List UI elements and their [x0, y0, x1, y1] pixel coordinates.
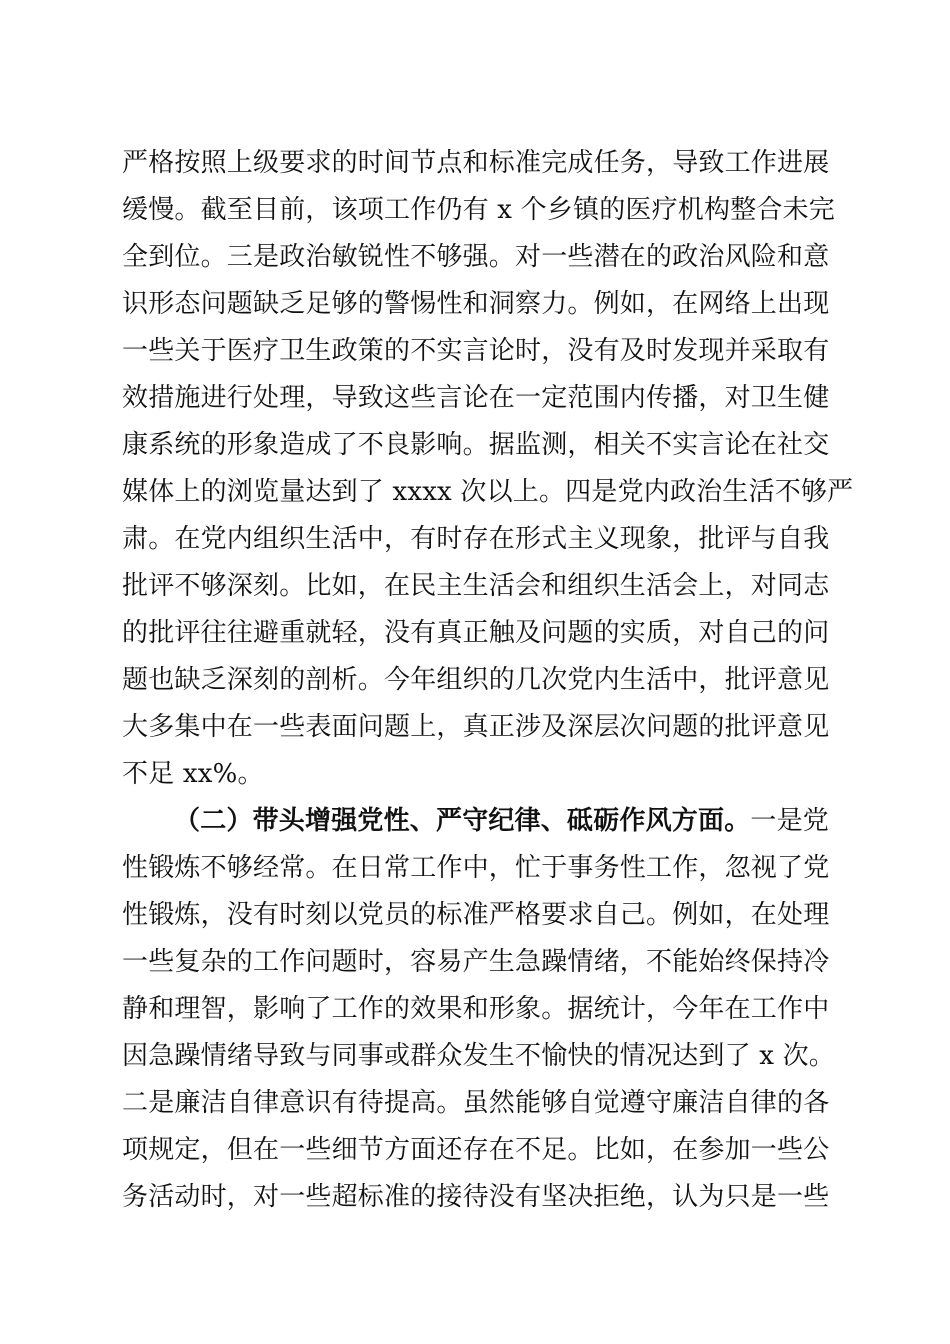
text-line: 严格按照上级要求的时间节点和标准完成任务，导致工作进展 [122, 148, 830, 178]
text-line: 批评不够深刻。比如，在民主生活会和组织生活会上，对同志 [122, 571, 830, 601]
text-line: 肃。在党内组织生活中，有时存在形式主义现象，批评与自我 [122, 524, 830, 554]
text-line: 大多集中在一些表面问题上，真正涉及深层次问题的批评意见 [122, 712, 830, 742]
text-line: 识形态问题缺乏足够的警惕性和洞察力。例如，在网络上出现 [122, 289, 830, 319]
text-line: 康系统的形象造成了不良影响。据监测，相关不实言论在社交 [122, 430, 830, 460]
text-line: 一些关于医疗卫生政策的不实言论时，没有及时发现并采取有 [122, 336, 830, 366]
text-line: 性锻炼不够经常。在日常工作中，忙于事务性工作，忽视了党 [122, 853, 830, 883]
text-line: 效措施进行处理，导致这些言论在一定范围内传播，对卫生健 [122, 383, 830, 413]
text-fragment: 一是党 [750, 806, 830, 836]
text-line: 缓慢。截至目前，该项工作仍有 x 个乡镇的医疗机构整合未完 [122, 195, 835, 225]
text-line: 的批评往往避重就轻，没有真正触及问题的实质，对自己的问 [122, 618, 830, 648]
section-heading: （二）带头增强党性、严守纪律、砥砺作风方面。 [174, 806, 751, 836]
text-line: 项规定，但在一些细节方面还存在不足。比如，在参加一些公 [122, 1135, 830, 1165]
text-line: 务活动时，对一些超标准的接待没有坚决拒绝，认为只是一些 [122, 1182, 830, 1212]
text-line: 一些复杂的工作问题时，容易产生急躁情绪，不能始终保持冷 [122, 947, 830, 977]
text-line: 静和理智，影响了工作的效果和形象。据统计，今年在工作中 [122, 994, 830, 1024]
text-line: 媒体上的浏览量达到了 xxxx 次以上。四是党内政治生活不够严 [122, 477, 854, 507]
section-heading-line [174, 801, 828, 841]
text-line: 全到位。三是政治敏锐性不够强。对一些潜在的政治风险和意 [122, 242, 830, 272]
text-line: 不足 xx%。 [122, 759, 264, 789]
text-line: 二是廉洁自律意识有待提高。虽然能够自觉遵守廉洁自律的各 [122, 1088, 830, 1118]
text-line: 因急躁情绪导致与同事或群众发生不愉快的情况达到了 x 次。 [122, 1041, 835, 1071]
text-line: 题也缺乏深刻的剖析。今年组织的几次党内生活中，批评意见 [122, 665, 830, 695]
text-line: 性锻炼，没有时刻以党员的标准严格要求自己。例如，在处理 [122, 900, 830, 930]
